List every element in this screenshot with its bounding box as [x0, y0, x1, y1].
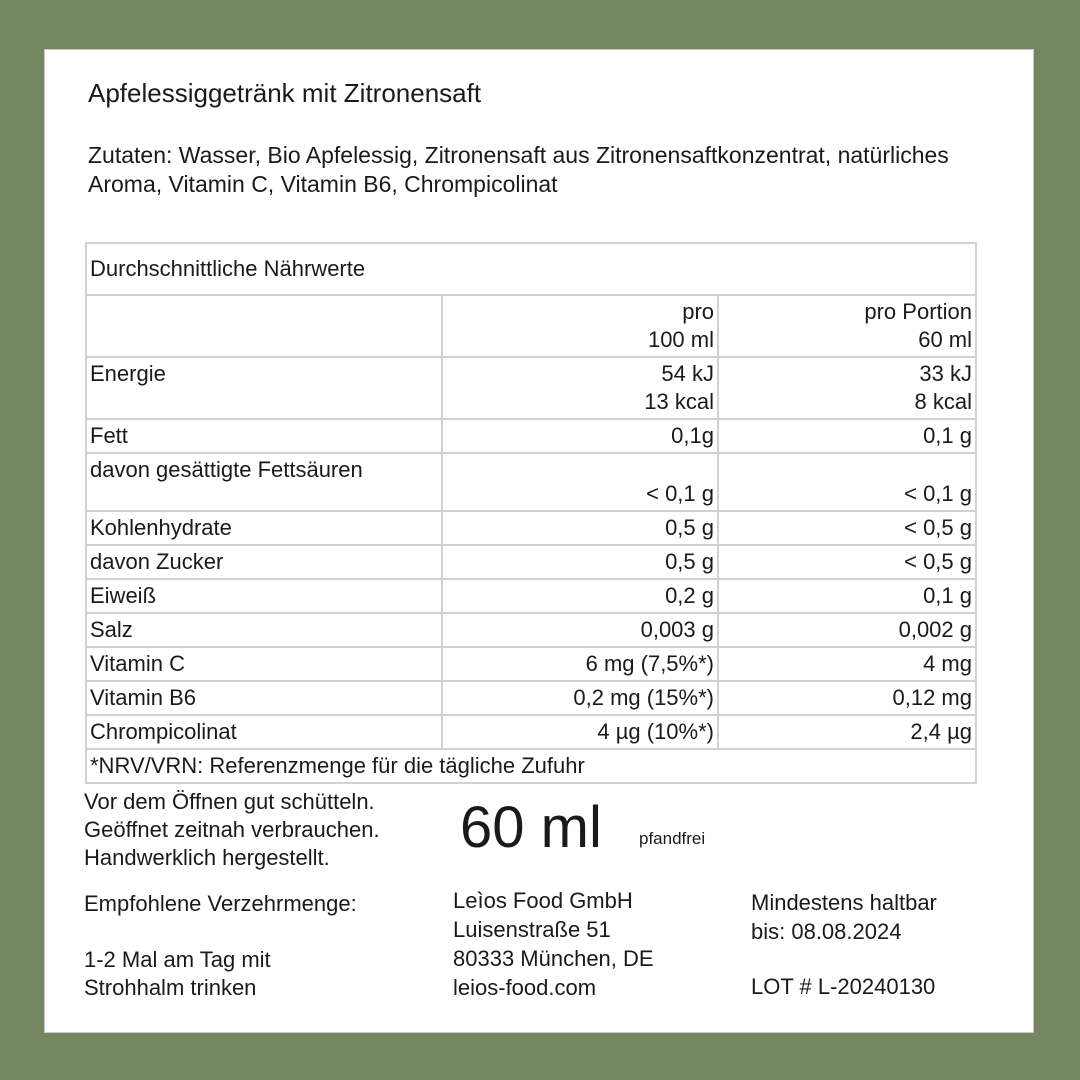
value-per100: 6 mg (7,5%*) — [442, 647, 718, 681]
company-name: Leìos Food GmbH — [453, 888, 633, 913]
nutrition-row-saturated-fat — [86, 453, 976, 511]
ingredients-label: Zutaten: — [88, 142, 173, 168]
product-title: Apfelessiggetränk mit Zitronensaft — [88, 78, 482, 108]
value-portion: 33 kJ 8 kcal — [718, 357, 976, 419]
lot-number: LOT # L-20240130 — [751, 974, 936, 999]
value-portion: 0,12 mg — [718, 681, 976, 715]
column-header-portion: pro Portion 60 ml — [718, 295, 976, 357]
nutrition-row-energy — [86, 357, 976, 419]
nutrition-footnote-row — [86, 749, 976, 783]
company-address — [453, 886, 654, 1002]
nutrient-name: Chrompicolinat — [86, 715, 442, 749]
product-label — [44, 49, 1034, 1033]
nutrient-name: davon Zucker — [86, 545, 442, 579]
nutrition-heading: Durchschnittliche Nährwerte — [86, 243, 976, 295]
value-portion: < 0,5 g — [718, 545, 976, 579]
nutrition-heading-row — [86, 243, 976, 295]
company-website: leios-food.com — [453, 975, 597, 1000]
nutrient-name: Eiweiß — [86, 579, 442, 613]
recommended-intake-label: Empfohlene Verzehrmenge: — [84, 891, 357, 916]
nutrient-name: Energie — [86, 357, 442, 419]
nutrient-name: Vitamin C — [86, 647, 442, 681]
nutrition-row-vitamin-b6 — [86, 681, 976, 715]
nutrient-name: davon gesättigte Fettsäuren — [86, 453, 442, 511]
recommended-intake: 1-2 Mal am Tag mit Strohhalm trinken — [84, 947, 271, 1000]
company-city: 80333 München, DE — [453, 946, 654, 971]
nutrition-row-salt — [86, 613, 976, 647]
deposit-note: pfandfrei — [639, 829, 706, 848]
value-per100: 54 kJ 13 kcal — [442, 357, 718, 419]
volume: 60 ml — [460, 795, 602, 860]
ingredients — [88, 141, 988, 199]
value-portion: 4 mg — [718, 647, 976, 681]
best-before: Mindestens haltbar bis: 08.08.2024 — [751, 890, 937, 944]
ingredients-text: Wasser, Bio Apfelessig, Zitronensaft aus Zitronensaftkonzentrat, natürliches Aroma, Vitamin C, Vitamin B6, Chrompicolinat — [88, 142, 949, 197]
nutrition-column-header-row — [86, 295, 976, 357]
nutrient-name: Salz — [86, 613, 442, 647]
value-per100: 0,5 g — [442, 545, 718, 579]
nutrition-footnote: *NRV/VRN: Referenzmenge für die tägliche Zufuhr — [86, 749, 976, 783]
nutrition-header-blank — [86, 295, 442, 357]
nutrition-row-carbohydrates — [86, 511, 976, 545]
value-portion: 0,1 g — [718, 419, 976, 453]
company-street: Luisenstraße 51 — [453, 917, 611, 942]
column-header-per100: pro 100 ml — [442, 295, 718, 357]
nutrition-row-sugar — [86, 545, 976, 579]
nutrition-row-protein — [86, 579, 976, 613]
nutrient-name: Vitamin B6 — [86, 681, 442, 715]
nutrient-name: Fett — [86, 419, 442, 453]
value-portion: 2,4 µg — [718, 715, 976, 749]
nutrient-name: Kohlenhydrate — [86, 511, 442, 545]
value-portion: 0,002 g — [718, 613, 976, 647]
value-per100: 0,003 g — [442, 613, 718, 647]
value-portion: 0,1 g — [718, 579, 976, 613]
instruction-line: Vor dem Öffnen gut schütteln. — [84, 789, 375, 814]
value-per100: 0,1g — [442, 419, 718, 453]
value-portion: < 0,1 g — [718, 453, 976, 511]
value-per100: 0,2 g — [442, 579, 718, 613]
value-per100: < 0,1 g — [442, 453, 718, 511]
value-per100: 0,2 mg (15%*) — [442, 681, 718, 715]
nutrition-row-chromium-picolinate — [86, 715, 976, 749]
nutrition-row-vitamin-c — [86, 647, 976, 681]
value-per100: 0,5 g — [442, 511, 718, 545]
nutrition-row-fat — [86, 419, 976, 453]
handling-instructions — [84, 788, 380, 872]
value-per100: 4 µg (10%*) — [442, 715, 718, 749]
nutrition-table — [85, 242, 977, 784]
instruction-line: Geöffnet zeitnah verbrauchen. — [84, 817, 380, 842]
instruction-line: Handwerklich hergestellt. — [84, 845, 330, 870]
value-portion: < 0,5 g — [718, 511, 976, 545]
